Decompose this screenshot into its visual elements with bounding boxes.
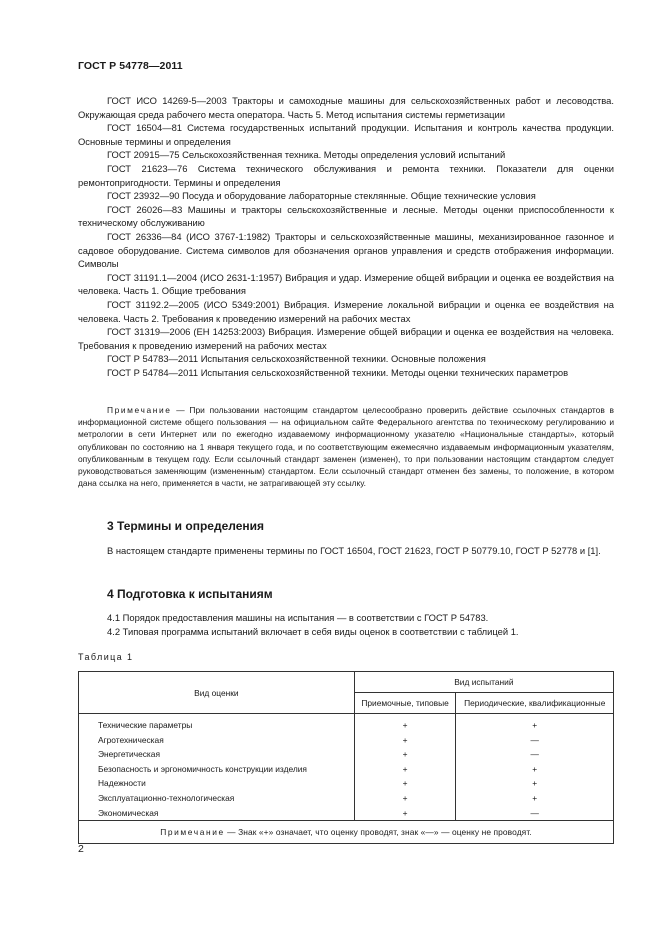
table-cell-acceptance: + bbox=[402, 778, 408, 789]
reference-item: ГОСТ 26336—84 (ИСО 3767-1:1982) Тракторы и сельскохозяйственные машины, механизированное газонное и садовое оборудование. Система символов для обозначения органов управления и средств отображения информации. Символы bbox=[78, 230, 614, 270]
page-number: 2 bbox=[78, 843, 84, 855]
table-cell-periodic: + bbox=[532, 763, 538, 774]
reference-item: ГОСТ Р 54783—2011 Испытания сельскохозяйственной техники. Основные положения bbox=[107, 353, 486, 365]
column-header-periodic: Периодические, квалификационные bbox=[456, 693, 614, 714]
table-cell-periodic: + bbox=[532, 778, 538, 789]
acceptance-column bbox=[354, 714, 456, 821]
note-text: — При пользовании настоящим стандартом целесообразно проверить действие ссылочных стандартов в информационной системе общего пользования — на официальном сайте Федерального агентства по техническому регулированию и метрологии в сети Интернет или по ежегодно издаваемому информационному указателю «Национальные стандарты», который опубликован по состоянию на 1 января текущего года, и по соответствующим ежемесячно издаваемым информационным указателям, опубликованным в текущем году. Если ссылочный стандарт заменен (изменен), то при пользовании настоящим стандартом следует руководствоваться заменяющим (измененным) стандартом. Если ссылочный стандарт отменен без замены, то положение, в котором дана ссылка на него, применяется в части, не затрагивающей эту ссылку. bbox=[78, 405, 614, 489]
reference-item: ГОСТ 21623—76 Система технического обслуживания и ремонта техники. Показатели для оценки ремонтопригодности. Термины и определения bbox=[78, 162, 614, 188]
table-caption: Таблица 1 bbox=[78, 652, 134, 662]
table-note bbox=[79, 821, 614, 844]
note-label: Примечание bbox=[107, 405, 172, 415]
normative-references bbox=[78, 94, 614, 379]
table-row-kind: Технические параметры bbox=[98, 720, 193, 730]
table-cell-periodic: — bbox=[530, 749, 539, 760]
table-cell-acceptance: + bbox=[402, 807, 408, 818]
table-cell-acceptance: + bbox=[402, 734, 408, 745]
reference-item: ГОСТ Р 54784—2011 Испытания сельскохозяйственной техники. Методы оценки технических параметров bbox=[107, 366, 569, 378]
reference-item: ГОСТ 31319—2006 (ЕН 14253:2003) Вибрация. Измерение общей вибрации и оценка ее воздействия на человека. Требования к проведению измерений на рабочих местах bbox=[78, 326, 614, 351]
section-4-paragraph-1: 4.1 Порядок предоставления машины на испытания — в соответствии с ГОСТ Р 54783. bbox=[107, 612, 489, 623]
section-3-text: В настоящем стандарте применены термины по ГОСТ 16504, ГОСТ 21623, ГОСТ Р 50779.10, ГОСТ Р 52778 и [1]. bbox=[107, 545, 601, 556]
table-cell-acceptance: + bbox=[402, 749, 408, 760]
column-header-kind: Вид оценки bbox=[79, 672, 355, 714]
reference-item: ГОСТ 26026—83 Машины и тракторы сельскохозяйственные и лесные. Методы оценки приспособленности к техническому обслуживанию bbox=[78, 203, 614, 229]
reference-item: ГОСТ 16504—81 Система государственных испытаний продукции. Испытания и контроль качества продукции. Основные термины и определения bbox=[78, 122, 614, 147]
reference-item: ГОСТ 31192.2—2005 (ИСО 5349:2001) Вибрация. Измерение локальной вибрации и оценка ее воздействия на человека. Часть 2. Требования к проведению измерений на рабочих местах bbox=[78, 298, 614, 324]
periodic-column bbox=[456, 714, 614, 821]
reference-item: ГОСТ 20915—75 Сельскохозяйственная техника. Методы определения условий испытаний bbox=[107, 149, 506, 161]
assessment-table bbox=[78, 671, 614, 844]
section-4-paragraph-2: 4.2 Типовая программа испытаний включает в себя виды оценок в соответствии с таблицей 1. bbox=[107, 626, 519, 637]
table-cell-acceptance: + bbox=[402, 792, 408, 803]
table-note-text: — Знак «+» означает, что оценку проводят, знак «—» — оценку не проводят. bbox=[224, 827, 532, 838]
kinds-column bbox=[79, 714, 355, 821]
reference-item: ГОСТ ИСО 14269-5—2003 Тракторы и самоходные машины для сельскохозяйственных работ и лесоводства. Окружающая среда рабочего места оператора. Часть 5. Метод испытания системы герметизации bbox=[78, 95, 614, 120]
table-cell-periodic: + bbox=[532, 792, 538, 803]
table-row-kind: Надежности bbox=[98, 778, 146, 789]
table-cell-acceptance: + bbox=[402, 720, 408, 730]
table-row-kind: Энергетическая bbox=[98, 749, 160, 760]
table-row-kind: Агротехническая bbox=[98, 734, 164, 745]
table-row-kind: Экономическая bbox=[98, 807, 159, 818]
table-row-kind: Эксплуатационно-технологическая bbox=[98, 792, 235, 803]
table-row-kind: Безопасность и эргономичность конструкции изделия bbox=[98, 763, 307, 774]
document-header: ГОСТ Р 54778—2011 bbox=[78, 60, 183, 72]
references-note bbox=[78, 404, 614, 489]
table-note-label: Примечание bbox=[160, 827, 225, 838]
section-3-heading: 3 Термины и определения bbox=[107, 519, 265, 533]
table-cell-periodic: + bbox=[532, 720, 538, 730]
table-cell-periodic: — bbox=[530, 807, 539, 818]
column-header-test-type: Вид испытаний bbox=[354, 672, 613, 693]
table-cell-acceptance: + bbox=[402, 763, 408, 774]
reference-item: ГОСТ 23932—90 Посуда и оборудование лабораторные стеклянные. Общие технические условия bbox=[107, 190, 536, 202]
column-header-acceptance: Приемочные, типовые bbox=[354, 693, 456, 714]
section-4-heading: 4 Подготовка к испытаниям bbox=[107, 587, 273, 601]
reference-item: ГОСТ 31191.1—2004 (ИСО 2631-1:1957) Вибрация и удар. Измерение общей вибрации и оценка ее воздействия на человека. Часть 1. Общие требования bbox=[78, 271, 614, 297]
table-cell-periodic: — bbox=[530, 734, 539, 745]
